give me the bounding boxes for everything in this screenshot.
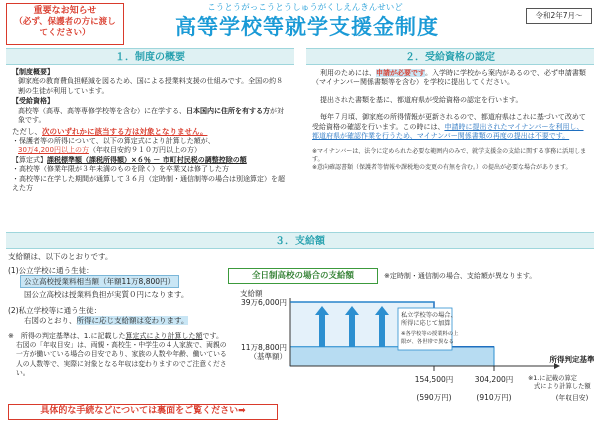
eligibility-label: 【受給資格】 [12, 97, 54, 106]
chart-callout-a1: 私立学校等の場合、 [401, 312, 457, 319]
procedure-banner[interactable]: 具体的な手続などについては裏面をご覧ください➡ [8, 404, 278, 420]
exclusion-head: 次のいずれかに該当する方は対象となりません。 [42, 126, 208, 136]
apply-text-a: 利用のためには、 [320, 69, 376, 77]
exclusion-item-period: ・高校等に在学した期間が通算して３６月（定時制・通信制等の場合は別途算定）を超えた方 [12, 174, 285, 192]
chart-x-label: 所得判定基準 [549, 355, 594, 364]
exclusion-heading [12, 127, 290, 137]
exclusion-item-graduated: ・高校等（修業年限が３年未満のものを除く）を卒業又は修了した方 [12, 165, 229, 174]
section-eligibility-heading: ２．受給資格の認定 [306, 48, 594, 65]
exclusion-1b: 30万4,200円以上の方 [18, 146, 89, 155]
important-notice-box [6, 3, 124, 45]
page-title: 高等学校等就学支援金制度 [175, 15, 439, 39]
chart-callout-b2: 限が、各世帯で異なる [401, 339, 454, 345]
private-label: (2)私立学校等に通う生徒： [8, 305, 102, 315]
mynumber-note: ※マイナンバーは、法令に定められた必要な範囲内のみで、就学支援金の支給に関する事務に活用します。 [312, 147, 587, 163]
formula-row [12, 156, 290, 165]
public-note: 国公立高校は授業料負担が実質０円になります。 [24, 290, 189, 300]
income-a: ※ 所得の判定基準は、1.に記載した [8, 331, 126, 340]
private-text-b: 所得に応じ支給額は変わります。 [76, 315, 189, 325]
title-ruby: こうとうがっこうとうしゅうがくしえんきんせいど [207, 3, 403, 13]
certification-paragraph: 提出された書類を基に、都道府県が受給資格の認定を行います。 [320, 95, 523, 104]
section-eligibility [306, 48, 594, 172]
apply-paragraph [312, 69, 590, 88]
public-label: (1)公立学校に通う生徒： [8, 266, 94, 276]
chart-x-income-label: (年収目安) [555, 394, 589, 402]
section-overview [6, 48, 294, 193]
eligibility-text-a: 高校等（高専、高等専修学校等を含む）に在学する、 [18, 106, 186, 115]
private-text [24, 316, 230, 326]
apply-text-c: 。入学時に学校から案内があるので、必ず申請書類（マイナンバー関係書類等を含む）を学校に提出してください。 [312, 69, 586, 87]
chart-arrow-shaft-1 [349, 314, 355, 347]
chart-y-base-label: （基準額） [249, 351, 287, 361]
annual-check-paragraph [312, 113, 590, 141]
chart-y-label: 支給額 [240, 289, 263, 298]
exclusion-prefix: ただし、 [12, 126, 42, 136]
eligibility-text-c: が対象です。 [18, 106, 284, 125]
intent-note: ※意向確認書類（保護者等情報や課税地の変更の有無を含む。）の提出が必要な場合があります。 [312, 163, 572, 171]
amount-intro: 支給額は、以下のとおりです。 [8, 252, 113, 261]
subsidy-chart [232, 286, 594, 408]
income-criteria-note [8, 332, 230, 341]
income-c: です。 [202, 331, 223, 340]
annual-check-text-a: 毎年７月頃、御家庭の所得情報が更新されるので、都道府県はこれに基づいて改めて受給資格の確認を行います。この時には、 [312, 113, 586, 131]
section-amount-heading: ３．支給額 [6, 232, 594, 249]
notice-body: （必ず、保護者の方に渡してください） [14, 17, 116, 38]
exclusion-1c: （年収目安約９１０万円以上の方） [88, 146, 201, 155]
issue-date: 令和2年7月～ [526, 8, 592, 24]
chart-callout-b1: ※各学校等の授業料の上 [401, 331, 459, 337]
chart-base-band [290, 347, 494, 366]
chart-x-income-1: (910万円) [476, 393, 512, 402]
chart-x-tick-label-0: 154,500円 [414, 375, 454, 384]
exclusion-1a: ・保護者等の所得について、以下の算定式により計算した額が、 [12, 136, 215, 145]
chart-title: 全日制高校の場合の支給額 [228, 268, 378, 284]
annual-check-text-b: 申請時に提出されたマイナンバーを利用し、都道府県が確認作業を行うため、マイナンバー関係書類の再度の提出は不要です。 [312, 122, 584, 141]
chart-x-tick-label-1: 304,200円 [474, 375, 514, 384]
chart-x-note-2: 式により計算した額 [534, 383, 591, 390]
income-detail-note: 右図の「年収目安」は、両親・高校生・中学生の４人家族で、両親の一方が働いている場合の目安であり、家族の人数や年齢、働いている人の人数等で、実際に対象となる年収は変わりますのでご注意ください。 [16, 341, 227, 377]
chart-arrow-shaft-2 [379, 314, 385, 347]
apply-required: 申請が必要です [376, 69, 425, 77]
public-amount-box: 公立高校授業料相当額（年額11万8,800円） [20, 275, 179, 288]
chart-x-note-1: ※1.に記載の算定 [528, 375, 578, 382]
private-text-a: 右図のとおり、 [24, 315, 77, 325]
chart-x-income-0: (590万円) [416, 393, 452, 402]
chart-y-tick-high: 39万6,000円 [240, 298, 287, 307]
chart-arrow-shaft-0 [319, 314, 325, 347]
notice-title: 重要なお知らせ [33, 6, 97, 16]
chart-y-tick-base: 11万8,800円 [240, 342, 287, 352]
outline-label: 【制度概要】 [12, 68, 54, 76]
section-amount-body [8, 252, 230, 378]
chart-note: ※定時制・通信制の場合、支給額が異なります。 [384, 272, 537, 280]
exclusion-item-income [12, 137, 290, 156]
formula-text: 課税標準額（課税所得額）×６％ － 市町村民税の調整控除の額 [47, 155, 247, 164]
eligibility-text-b: 日本国内に住所を有する方 [186, 106, 270, 115]
formula-label: 【算定式】 [12, 155, 47, 164]
section-overview-heading: １．制度の概要 [6, 48, 294, 65]
income-b: 算定式により計算した額 [125, 331, 203, 340]
section-amount-heading-wrap [6, 232, 594, 249]
chart-callout-a2: 所得に応じて加算 [401, 320, 451, 327]
outline-text: 御家庭の教育費負担軽減を図るため、国による授業料支援の仕組みです。全国の約８割の生徒が利用しています。 [18, 77, 284, 95]
eligibility-text [12, 107, 290, 126]
